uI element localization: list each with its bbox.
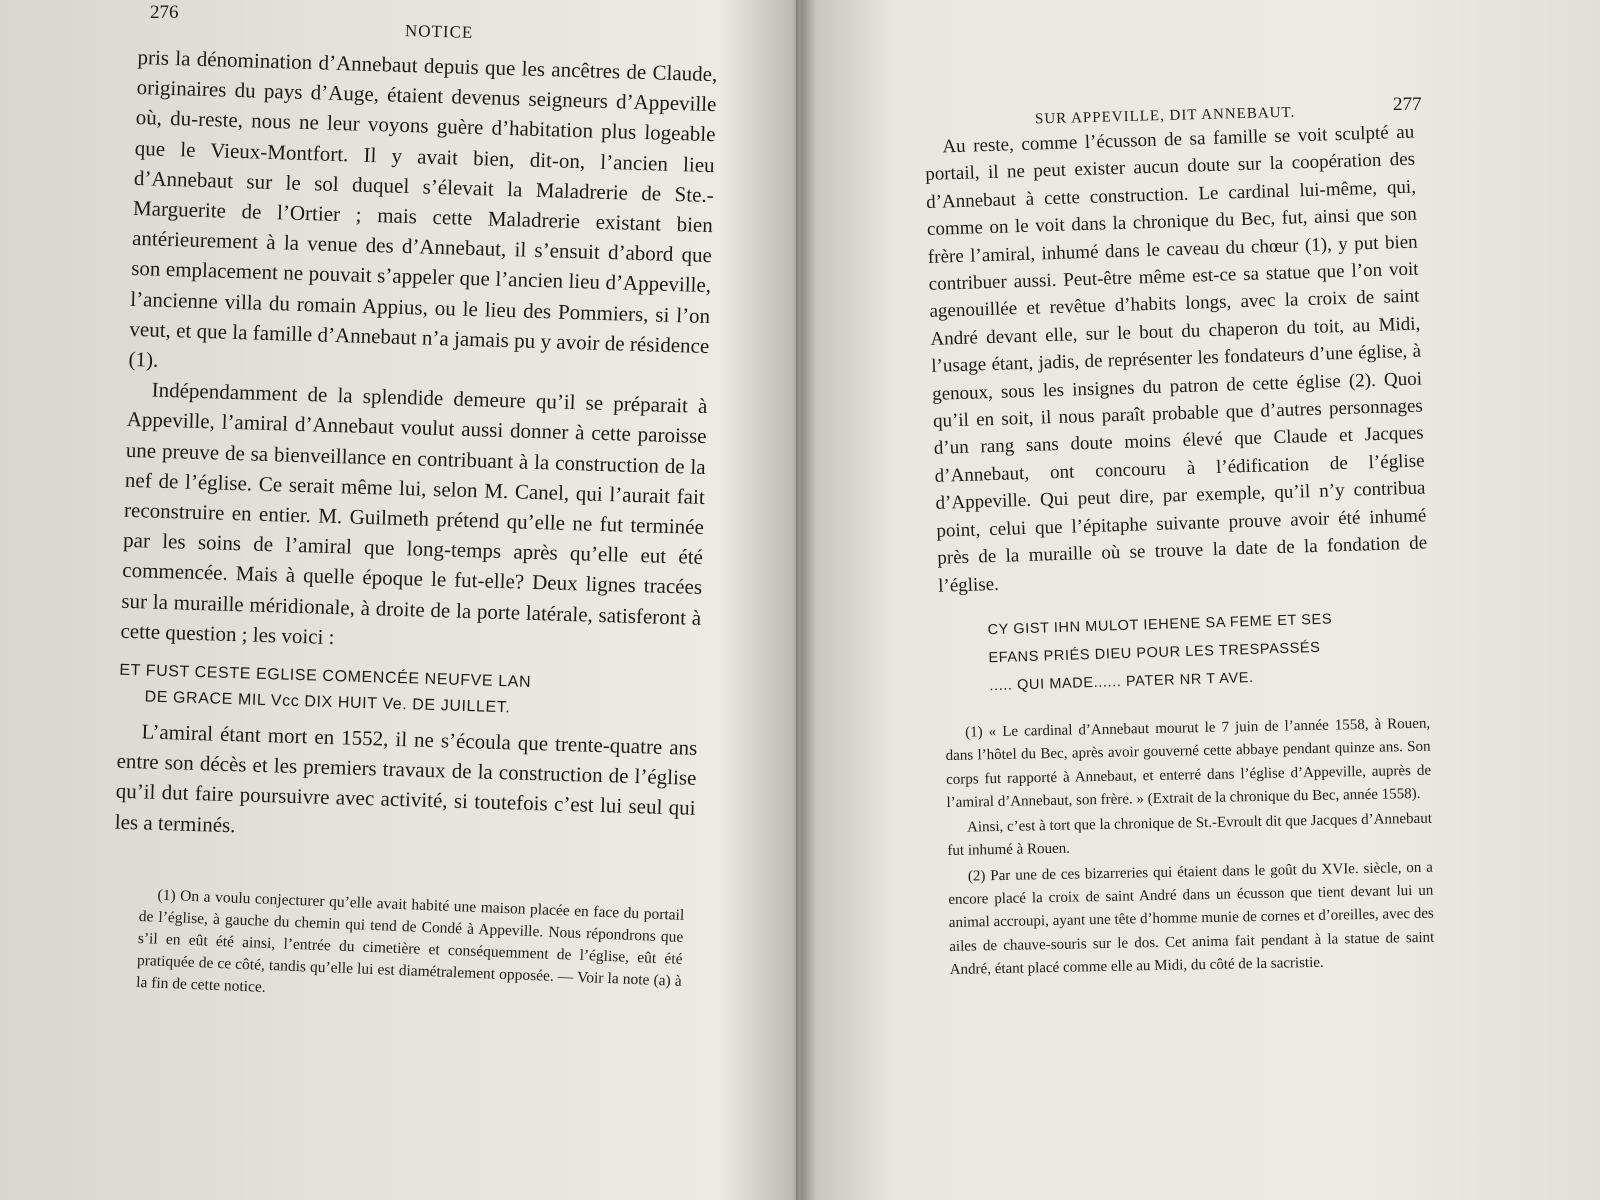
paragraph: Indépendamment de la splendide demeure qu’il se préparait à Appeville, l’amiral d’Annebaut voulut aussi donner à cette paroisse une preuve de sa bienveillance en contribuant à la construction de la nef de l’église. Ce serait même lui, selon M. Canel, qui l’aurait fait reconstruire en entier. M. Guilmeth prétend qu’elle ne fut terminée par les soins de l’amiral que long-temps après qu’elle eut été commencée. Mais à quelle époque le fut-elle? Deux lignes tracées sur la muraille méridionale, à droite de la porte latérale, satisferont à cette question ; les voici : [120, 377, 708, 649]
running-head-left: NOTICE [404, 21, 474, 42]
footnote: (2) Par une de ces bizarreries qui étaient dans le goût du XVIe. siècle, on a encore placé la croix de saint André dans un écusson que tient devant lui un animal accroupi, ayant une tête d’homme munie de cornes et d’oreilles, avec des ailes de chauve-souris sur le dos. Cet anima fait pendant à la statue de saint André, étant placé comme elle au Midi, du côté de la sacristie. [948, 859, 1435, 978]
inscription-line: EFANS PRIÉS DIEU POUR LES TRESPASSÉS [988, 639, 1321, 667]
running-head-right: SUR APPEVILLE, DIT ANNEBAUT. [1034, 104, 1296, 128]
paragraph: pris la dénomination d’Annebaut depuis que les ancêtres de Claude, originaires du pays d’Auge, étaient devenus seigneurs d’Appeville où, du-reste, nous ne leur voyons guère d’habitation plus logeable que le Vieux-Montfort. Il y avait bien, dit-on, l’ancien lieu d’Annebaut sur le sol duquel s’élevait la Maladrerie de Ste.-Marguerite de l’Ortier ; mais cette Maladrerie existant bien antérieurement à la venue des d’Annebaut, il s’ensuit d’abord que son emplacement ne pouvait s’appeler que l’ancien lieu d’Appeville, l’ancienne villa du romain Appius, ou le lieu des Pommiers, si l’on veut, et que la famille d’Annebaut n’a jamais pu y avoir de résidence (1). [128, 44, 718, 372]
book-gutter [796, 0, 799, 1200]
left-page [0, 0, 795, 1200]
inscription-line: CY GIST IHN MULOT IEHENE SA FEME ET SES [987, 611, 1333, 639]
footnote: Ainsi, c’est à tort que la chronique de St.-Evroult dit que Jacques d’Annebaut fut inhumé à Rouen. [947, 810, 1433, 860]
footnote-left [136, 884, 685, 1015]
footnote: (1) On a voulu conjecturer qu’elle avait habité une maison placée en face du portail de l’église, à gauche du chemin qui tend de Condé à Appeville. Nous répondrons que s’il en eût été ainsi, l’entrée du cimetière et conséquemment de l’église, eût été pratiquée de ce côté, tandis qu’elle lui est diamétralement opposée. — Voir la note (a) à la fin de cette notice. [135, 886, 685, 996]
inscription-line: ET FUST CESTE EGLISE COMENCÉE NEUFVE LAN [119, 661, 532, 692]
inscription-line: ..... QUI MADE...... PATER NR T AVE. [989, 669, 1254, 695]
inscription-right [987, 602, 1431, 700]
paragraph: L’amiral étant mort en 1552, il ne s’écoula que trente-quatre ans entre son décès et les premiers travaux de la construction de l’église qu’il dut faire poursuivre avec activité, si toutefois c’est lui seul qui les a terminés. [114, 719, 698, 837]
inscription-line: DE GRACE MIL Vcc DIX HUIT Ve. DE JUILLET. [144, 688, 511, 717]
inscription-left [118, 658, 699, 727]
footnote: (1) « Le cardinal d’Annebaut mourut le 7 juin de l’année 1558, à Rouen, dans l’hôtel du Bec, après avoir gouverné cette abbaye pendant quinze ans. Son corps fut rapporté à Annebaut, et enterré dans l’église d’Appeville, auprès de l’amiral d’Annebaut, son frère. » (Extrait de la chronique du Bec, année 1558). [945, 715, 1432, 811]
right-body-text [924, 119, 1432, 702]
page-number-right: 277 [1393, 94, 1422, 115]
paragraph: Au reste, comme l’écusson de sa famille se voit sculpté au portail, il ne peut exister aucun doute sur la coopération des d’Annebaut à cette construction. Le cardinal lui-même, qui, comme on le voit dans la chronique du Bec, fut, ainsi que son frère l’amiral, inhumé dans le caveau du chœur (1), y put bien contribuer aussi. Peut-être même est-ce sa statue que l’on voit agenouillée et revêtue d’habits longs, avec la croix de saint André devant elle, sur le bout du chaperon du toit, au Midi, l’usage étant, jadis, de représenter les fondateurs d’une église, à genoux, sous les insignes du patron de cette église (2). Quoi qu’il en soit, il nous paraît probable que d’autres personnages d’un rang sans doute moins élevé que Claude et Jacques d’Annebaut, ont concouru à l’édification de l’église d’Appeville. Qui peut dire, par exemple, qu’il n’y contribua point, celui que l’épitaphe suivante prouve avoir été inhumé près de la muraille où se trouve la date de la fondation de l’église. [924, 121, 1428, 597]
page-number-left: 276 [150, 2, 179, 23]
left-body-text [114, 42, 717, 854]
footnotes-right [945, 713, 1435, 985]
